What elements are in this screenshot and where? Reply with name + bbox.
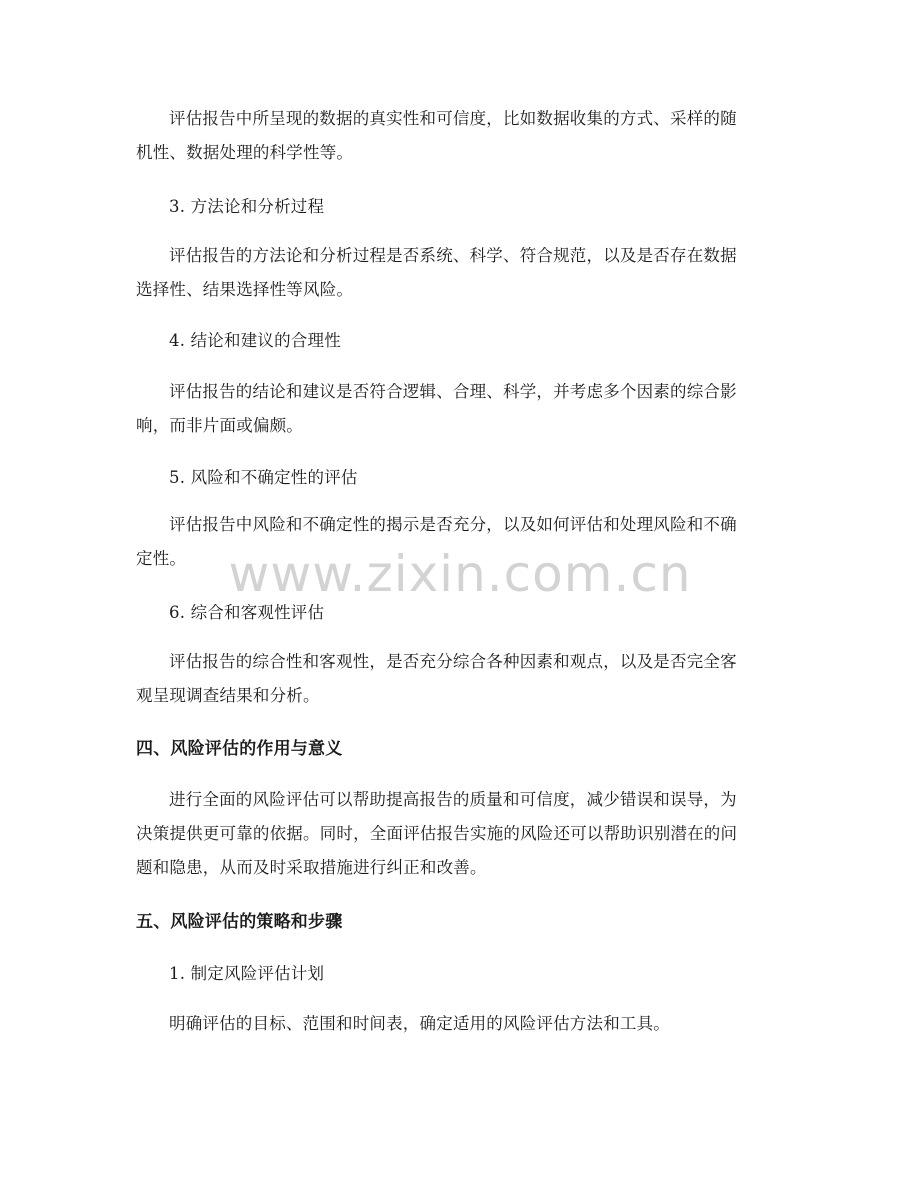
paragraph-line: 评估报告的综合性和客观性，是否充分综合各种因素和观点，以及是否完全客 (169, 652, 737, 671)
paragraph-line: 评估报告中所呈现的数据的真实性和可信度，比如数据收集的方式、采样的随 (169, 109, 737, 128)
paragraph-data-authenticity (136, 102, 786, 170)
paragraph-line: 评估报告中风险和不确定性的揭示是否充分，以及如何评估和处理风险和不确 (169, 515, 737, 534)
subheading-methodology: 3. 方法论和分析过程 (169, 197, 325, 216)
section-heading-strategy-steps: 五、风险评估的策略和步骤 (136, 912, 343, 932)
paragraph-line: 观呈现调查结果和分析。 (136, 686, 320, 705)
paragraph-line: 评估报告的方法论和分析过程是否系统、科学、符合规范，以及是否存在数据 (169, 246, 737, 265)
paragraph-line: 评估报告的结论和建议是否符合逻辑、合理、科学，并考虑多个因素的综合影 (169, 382, 737, 401)
subheading-risk-uncertainty: 5. 风险和不确定性的评估 (169, 468, 358, 487)
section-heading-role-significance: 四、风险评估的作用与意义 (136, 739, 343, 759)
paragraph-line: 进行全面的风险评估可以帮助提高报告的质量和可信度，减少错误和误导，为 (169, 790, 737, 809)
watermark-text: www.zixin.com.cn (228, 545, 692, 603)
subheading-risk-plan: 1. 制定风险评估计划 (169, 964, 325, 983)
paragraph-methodology (136, 239, 786, 307)
paragraph-line: 响，而非片面或偏颇。 (136, 416, 303, 435)
paragraph-line: 机性、数据处理的科学性等。 (136, 143, 354, 162)
paragraph-line: 决策提供更可靠的依据。同时，全面评估报告实施的风险还可以帮助识别潜在的问 (136, 824, 738, 843)
paragraph-risk-plan (136, 1007, 786, 1041)
paragraph-conclusions (136, 375, 786, 443)
subheading-objectivity: 6. 综合和客观性评估 (169, 603, 325, 622)
paragraph-line: 选择性、结果选择性等风险。 (136, 280, 354, 299)
paragraph-risk-uncertainty (136, 508, 786, 576)
subheading-conclusions: 4. 结论和建议的合理性 (169, 331, 341, 350)
paragraph-objectivity (136, 645, 786, 713)
paragraph-line: 明确评估的目标、范围和时间表，确定适用的风险评估方法和工具。 (169, 1014, 670, 1033)
paragraph-role-significance (136, 783, 786, 885)
paragraph-line: 题和隐患，从而及时采取措施进行纠正和改善。 (136, 858, 487, 877)
paragraph-line: 定性。 (136, 549, 187, 568)
